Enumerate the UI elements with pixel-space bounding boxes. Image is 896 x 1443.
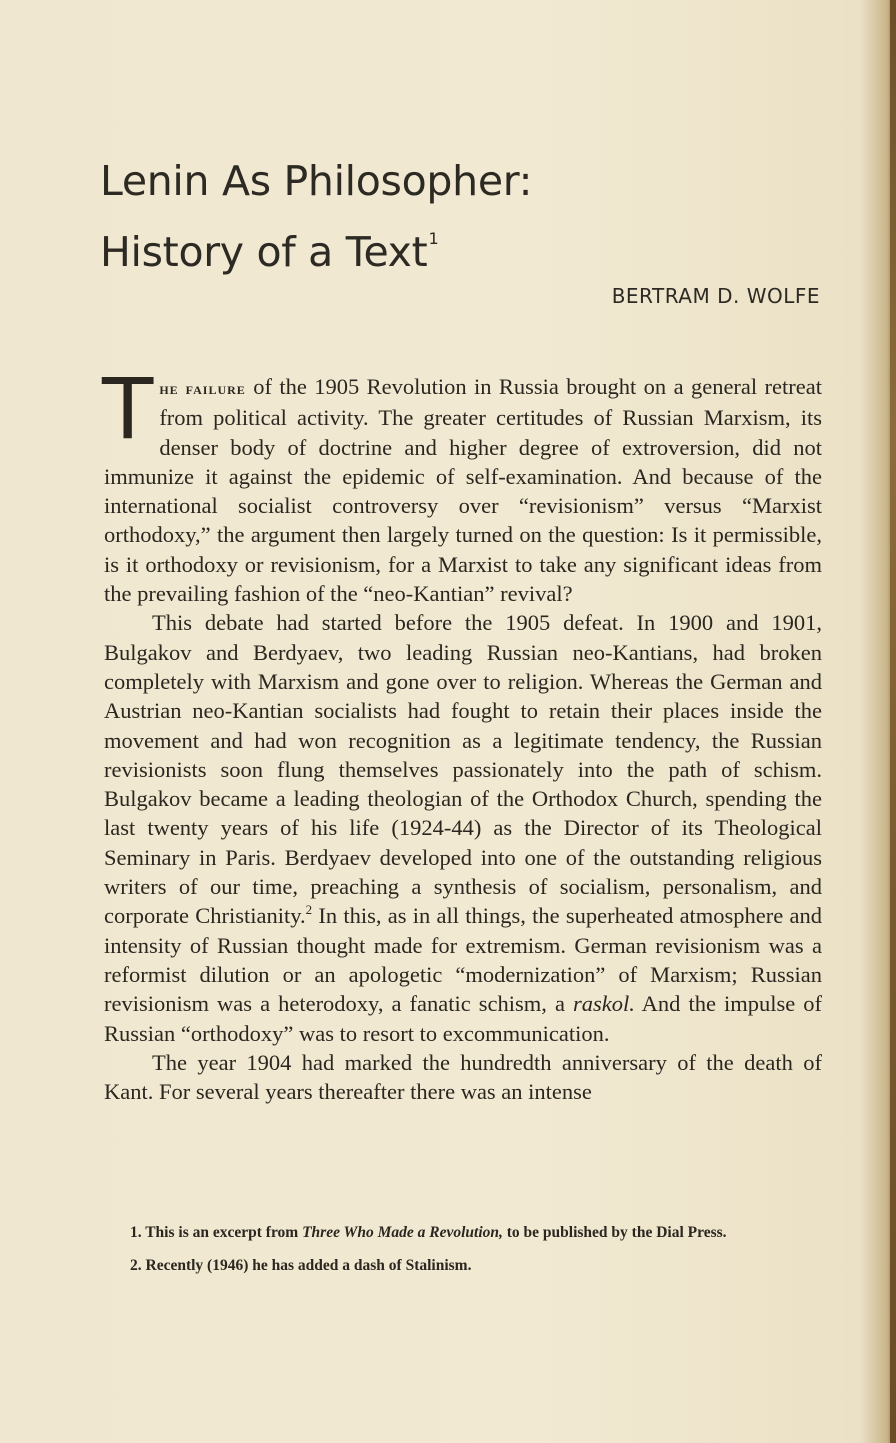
footnote-ref-2: 2: [305, 902, 313, 918]
drop-cap: T: [102, 360, 154, 458]
paragraph-2-text-c: And the impulse of Russian “orthodoxy” was to resort to excommunication.: [104, 991, 822, 1046]
italic-term-raskol: raskol.: [572, 991, 635, 1017]
paragraph-3: The year 1904 had marked the hundredth anniversary of the death of Kant. For several years thereafter there was an intense: [104, 1049, 822, 1105]
opening-small-caps: he failure: [159, 379, 246, 398]
book-spine-edge: [890, 0, 896, 1443]
footnote-1: [104, 1222, 822, 1243]
footnotes: [104, 1222, 822, 1288]
title-line-2-text: History of a Text: [100, 228, 428, 276]
footnote-1-prefix: 1. This is an excerpt from: [130, 1224, 303, 1241]
paragraph-1: [102, 360, 823, 608]
paragraph-2-text-a: This debate had started before the 1905 defeat. In 1900 and 1901, Bulgakov and Berdyaev, two leading Russian neo-Kantians, had broken completely with Marxism and gone over to religion. Whereas the German and Austrian neo-Kantian socialists had fought to retain their places inside the movement and had won recognition as a legitimate tendency, the Russian revisionists soon flung themselves passionately into the path of schism. Bulgakov became a leading theologian of the Orthodox Church, spending the last twenty years of his life (1924-44) as the Director of its Theological Seminary in Paris. Berdyaev developed into one of the outstanding religious writers of our time, preaching a synthesis of socialism, personalism, and corporate Christianity.: [104, 610, 822, 929]
title-line-1: Lenin As Philosopher:: [100, 157, 533, 205]
paragraph-1-text: of the 1905 Revolution in Russia brought on a general retreat from political activity. The greater certitudes of Russian Marxism, its denser body of doctrine and higher degree of extroversion, did not immunize it against the epidemic of self-examination. And because of the international socialist controversy over “revisionism” versus “Marxist orthodoxy,” the argument then largely turned on the question: Is it permissible, is it orthodoxy or revisionism, for a Marxist to take any significant ideas from the prevailing fashion of the “neo-Kantian” revival?: [104, 374, 823, 607]
title-line-2: [100, 210, 800, 281]
title-footnote-mark: 1: [428, 229, 439, 248]
footnote-1-book-title: Three Who Made a Revolution,: [302, 1224, 503, 1241]
author-byline: BERTRAM D. WOLFE: [611, 284, 820, 308]
footnote-1-suffix: to be published by the Dial Press.: [502, 1224, 727, 1241]
paragraph-2: [104, 608, 822, 1047]
paragraph-2-text-b: In this, as in all things, the superheated atmosphere and intensity of Russian thought made for extremism. German revisionism was a reformist dilution or an apologetic “modernization” of Marxism; Russian revisionism was a heterodoxy, a fanatic schism, a: [104, 903, 823, 1017]
footnote-2: 2. Recently (1946) he has added a dash of Stalinism.: [130, 1257, 472, 1274]
article-title: [100, 152, 800, 281]
article-body: [102, 360, 823, 1106]
